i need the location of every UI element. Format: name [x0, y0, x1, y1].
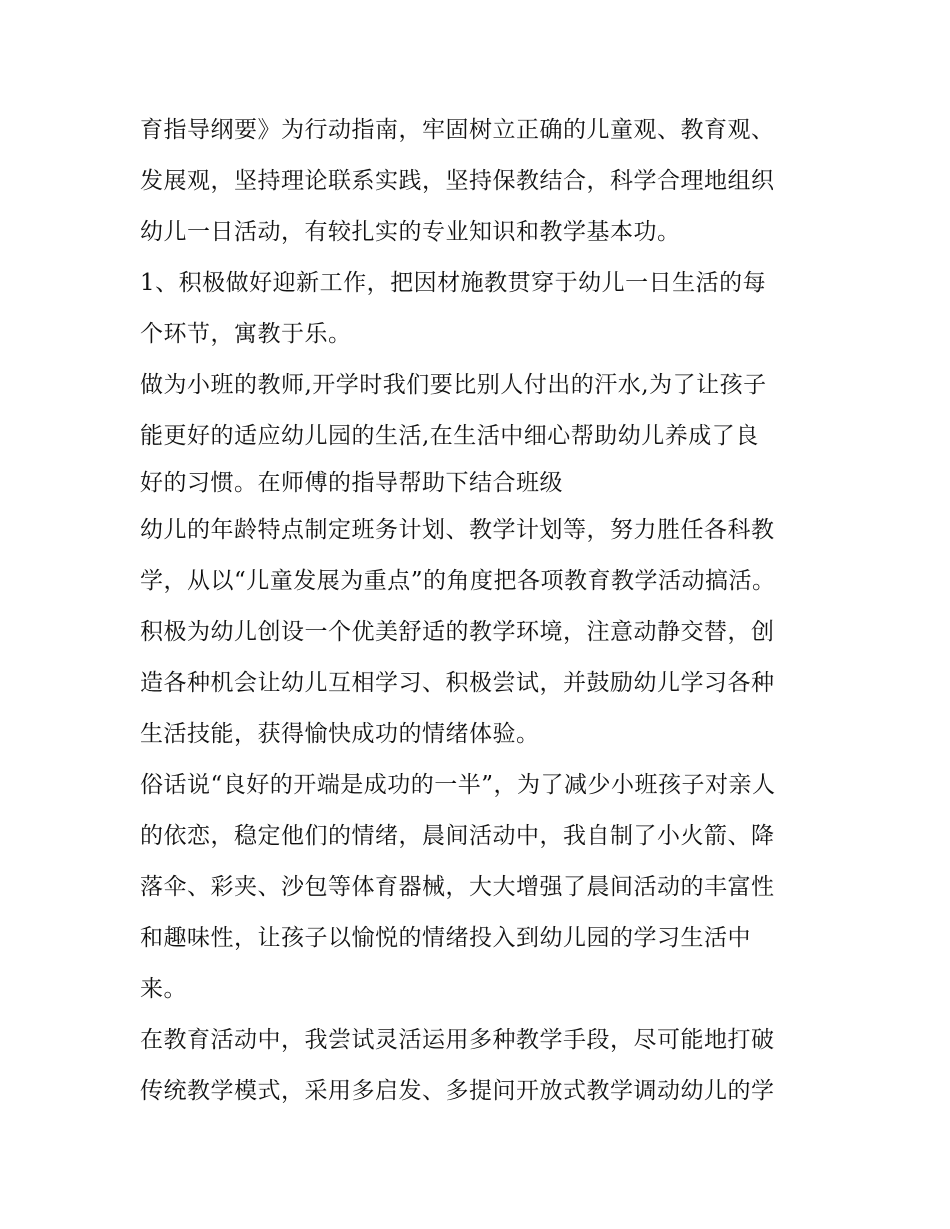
text-line: 幼儿一日活动，有较扎实的专业知识和教学基本功。 — [140, 219, 681, 245]
text-line: 发展观，坚持理论联系实践，坚持保教结合，科学合理地组织 — [140, 168, 775, 194]
text-line: 俗话说“良好的开端是成功的一半”，为了减少小班孩子对亲人 — [140, 772, 776, 798]
text-line: 生活技能，获得愉快成功的情绪体验。 — [140, 721, 540, 747]
text-line: 的依恋，稳定他们的情绪，晨间活动中，我自制了小火箭、降 — [140, 823, 775, 849]
text-line: 好的习惯。在师傅的指导帮助下结合班级 — [140, 470, 563, 496]
text-line: 造各种机会让幼儿互相学习、积极尝试，并鼓励幼儿学习各种 — [140, 670, 775, 696]
text-line: 落伞、彩夹、沙包等体育器械，大大增强了晨间活动的丰富性 — [140, 874, 775, 900]
document-page — [140, 105, 820, 1117]
text-line: 做为小班的教师,开学时我们要比别人付出的汗水,为了让孩子 — [140, 372, 767, 398]
text-line: 和趣味性，让孩子以愉悦的情绪投入到幼儿园的学习生活中 — [140, 925, 751, 951]
text-line: 在教育活动中，我尝试灵活运用多种教学手段，尽可能地打破 — [140, 1027, 775, 1053]
text-line: 幼儿的年龄特点制定班务计划、教学计划等，努力胜任各科教 — [140, 517, 775, 543]
text-line: 积极为幼儿创设一个优美舒适的教学环境，注意动静交替，创 — [140, 619, 775, 645]
text-line: 传统教学模式，采用多启发、多提问开放式教学调动幼儿的学 — [140, 1078, 775, 1104]
text-line: 个环节，寓教于乐。 — [140, 321, 352, 347]
text-line: 1、积极做好迎新工作，把因材施教贯穿于幼儿一日生活的每 — [140, 270, 767, 296]
text-line: 能更好的适应幼儿园的生活,在生活中细心帮助幼儿养成了良 — [140, 423, 759, 449]
text-line: 学，从以“儿童发展为重点”的角度把各项教育教学活动搞活。 — [140, 568, 776, 594]
text-line: 育指导纲要》为行动指南，牢固树立正确的儿童观、教育观、 — [140, 117, 775, 143]
text-line: 来。 — [140, 976, 187, 1002]
